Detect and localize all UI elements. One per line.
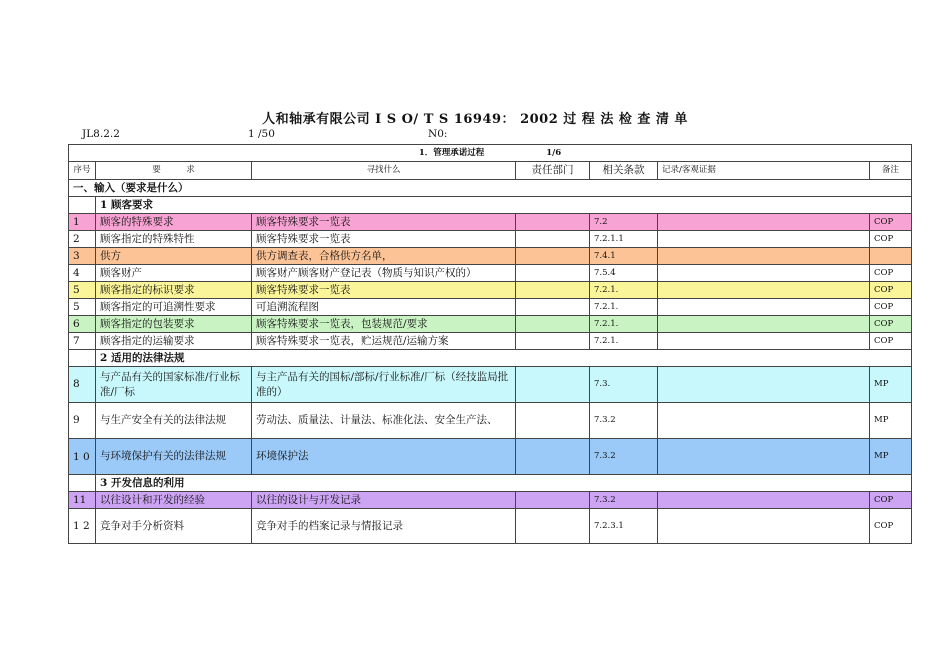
- group-spacer: [69, 475, 96, 492]
- col-requirement: 要 求: [96, 162, 252, 180]
- row-look-for: 与主产品有关的国标/部标/行业标准/厂标（经技监局批准的）: [252, 367, 516, 403]
- group-spacer: [69, 197, 96, 214]
- row-note: COP: [870, 333, 912, 350]
- row-dept: [516, 214, 590, 231]
- group-header-row: [69, 197, 912, 214]
- row-seq: 7: [69, 333, 96, 350]
- row-requirement: 竞争对手分析资料: [96, 509, 252, 544]
- table-row: [69, 248, 912, 265]
- column-header-row: [69, 162, 912, 180]
- row-look-for: 供方调查表，合格供方名单，: [252, 248, 516, 265]
- section-input: 一、输入（要求是什么）: [69, 180, 912, 197]
- row-dept: [516, 333, 590, 350]
- row-dept: [516, 299, 590, 316]
- group-spacer: [69, 350, 96, 367]
- no-label: N0:: [428, 128, 448, 140]
- row-clause: 7.2.1.1: [590, 231, 658, 248]
- col-seq: 序号: [69, 162, 96, 180]
- row-evidence: [658, 282, 870, 299]
- row-clause: 7.3.2: [590, 439, 658, 475]
- row-clause: 7.3.: [590, 367, 658, 403]
- table-row: [69, 316, 912, 333]
- row-requirement: 以往设计和开发的经验: [96, 492, 252, 509]
- process-header-row: [69, 145, 912, 162]
- row-evidence: [658, 509, 870, 544]
- row-evidence: [658, 367, 870, 403]
- row-evidence: [658, 403, 870, 439]
- row-requirement: 顾客指定的标识要求: [96, 282, 252, 299]
- row-evidence: [658, 316, 870, 333]
- row-note: MP: [870, 367, 912, 403]
- row-requirement: 顾客指定的特殊特性: [96, 231, 252, 248]
- row-seq: 2: [69, 231, 96, 248]
- row-dept: [516, 316, 590, 333]
- row-clause: 7.2.1.: [590, 333, 658, 350]
- row-clause: 7.2.1.: [590, 299, 658, 316]
- row-look-for: 以往的设计与开发记录: [252, 492, 516, 509]
- row-requirement: 顾客财产: [96, 265, 252, 282]
- row-look-for: 可追溯流程图: [252, 299, 516, 316]
- table-row: [69, 333, 912, 350]
- row-dept: [516, 282, 590, 299]
- row-evidence: [658, 492, 870, 509]
- row-note: COP: [870, 316, 912, 333]
- row-note: [870, 248, 912, 265]
- row-note: COP: [870, 265, 912, 282]
- row-dept: [516, 439, 590, 475]
- group-label: 1 顾客要求: [96, 197, 912, 214]
- row-look-for: 顾客特殊要求一览表: [252, 214, 516, 231]
- row-dept: [516, 265, 590, 282]
- row-look-for: 顾客财产顾客财产登记表（物质与知识产权的）: [252, 265, 516, 282]
- row-note: COP: [870, 509, 912, 544]
- row-note: COP: [870, 299, 912, 316]
- row-seq: 5: [69, 299, 96, 316]
- section-input-row: [69, 180, 912, 197]
- row-dept: [516, 492, 590, 509]
- col-clause: 相关条款: [590, 162, 658, 180]
- row-seq: 9: [69, 403, 96, 439]
- row-seq: 1 0: [69, 439, 96, 475]
- row-clause: 7.2.1.: [590, 282, 658, 299]
- group-header-row: [69, 475, 912, 492]
- row-look-for: 顾客特殊要求一览表: [252, 282, 516, 299]
- row-evidence: [658, 333, 870, 350]
- col-dept: 责任部门: [516, 162, 590, 180]
- process-name: 1．管理承诺过程: [418, 147, 485, 158]
- col-look-for: 寻找什么: [252, 162, 516, 180]
- row-clause: 7.2: [590, 214, 658, 231]
- row-look-for: 环境保护法: [252, 439, 516, 475]
- row-dept: [516, 367, 590, 403]
- row-requirement: 供方: [96, 248, 252, 265]
- row-evidence: [658, 214, 870, 231]
- row-note: COP: [870, 492, 912, 509]
- row-dept: [516, 509, 590, 544]
- row-seq: 1 2: [69, 509, 96, 544]
- row-look-for: 劳动法、质量法、计量法、标准化法、安全生产法、: [252, 403, 516, 439]
- row-clause: 7.5.4: [590, 265, 658, 282]
- row-dept: [516, 403, 590, 439]
- row-look-for: 顾客特殊要求一览表，包装规范/要求: [252, 316, 516, 333]
- row-evidence: [658, 248, 870, 265]
- row-clause: 7.2.1.: [590, 316, 658, 333]
- process-page: 1/6: [546, 147, 562, 158]
- checklist-table: [68, 144, 912, 544]
- row-clause: 7.2.3.1: [590, 509, 658, 544]
- row-look-for: 顾客特殊要求一览表: [252, 231, 516, 248]
- table-row: [69, 492, 912, 509]
- row-requirement: 顾客指定的包装要求: [96, 316, 252, 333]
- row-look-for: 顾客特殊要求一览表，贮运规范/运输方案: [252, 333, 516, 350]
- col-evidence: 记录/客观证据: [658, 162, 870, 180]
- table-row: [69, 265, 912, 282]
- group-label: 3 开发信息的利用: [96, 475, 912, 492]
- row-evidence: [658, 231, 870, 248]
- row-seq: 11: [69, 492, 96, 509]
- row-clause: 7.3.2: [590, 492, 658, 509]
- row-seq: 4: [69, 265, 96, 282]
- table-row: [69, 231, 912, 248]
- document-title: 人和轴承有限公司 I S O/ T S 16949： 2002 过 程 法 检 查 清 单: [262, 112, 688, 127]
- row-clause: 7.4.1: [590, 248, 658, 265]
- doc-number: JL8.2.2: [82, 128, 120, 140]
- row-note: COP: [870, 214, 912, 231]
- row-requirement: 与环境保护有关的法律法规: [96, 439, 252, 475]
- group-header-row: [69, 350, 912, 367]
- group-label: 2 适用的法律法规: [96, 350, 912, 367]
- row-requirement: 与产品有关的国家标准/行业标准/厂标: [96, 367, 252, 403]
- row-seq: 1: [69, 214, 96, 231]
- row-note: COP: [870, 231, 912, 248]
- row-seq: 6: [69, 316, 96, 333]
- row-requirement: 顾客指定的可追溯性要求: [96, 299, 252, 316]
- row-note: MP: [870, 403, 912, 439]
- row-note: MP: [870, 439, 912, 475]
- row-seq: 3: [69, 248, 96, 265]
- table-row: [69, 509, 912, 544]
- col-note: 备注: [870, 162, 912, 180]
- row-look-for: 竞争对手的档案记录与情报记录: [252, 509, 516, 544]
- row-dept: [516, 231, 590, 248]
- row-requirement: 顾客指定的运输要求: [96, 333, 252, 350]
- page-indicator: 1 /50: [248, 128, 275, 140]
- row-seq: 8: [69, 367, 96, 403]
- row-evidence: [658, 299, 870, 316]
- row-requirement: 顾客的特殊要求: [96, 214, 252, 231]
- row-note: COP: [870, 282, 912, 299]
- row-evidence: [658, 265, 870, 282]
- table-row: [69, 367, 912, 403]
- table-row: [69, 282, 912, 299]
- table-row: [69, 439, 912, 475]
- row-seq: 5: [69, 282, 96, 299]
- table-row: [69, 214, 912, 231]
- table-row: [69, 299, 912, 316]
- row-requirement: 与生产安全有关的法律法规: [96, 403, 252, 439]
- row-dept: [516, 248, 590, 265]
- row-evidence: [658, 439, 870, 475]
- table-row: [69, 403, 912, 439]
- row-clause: 7.3.2: [590, 403, 658, 439]
